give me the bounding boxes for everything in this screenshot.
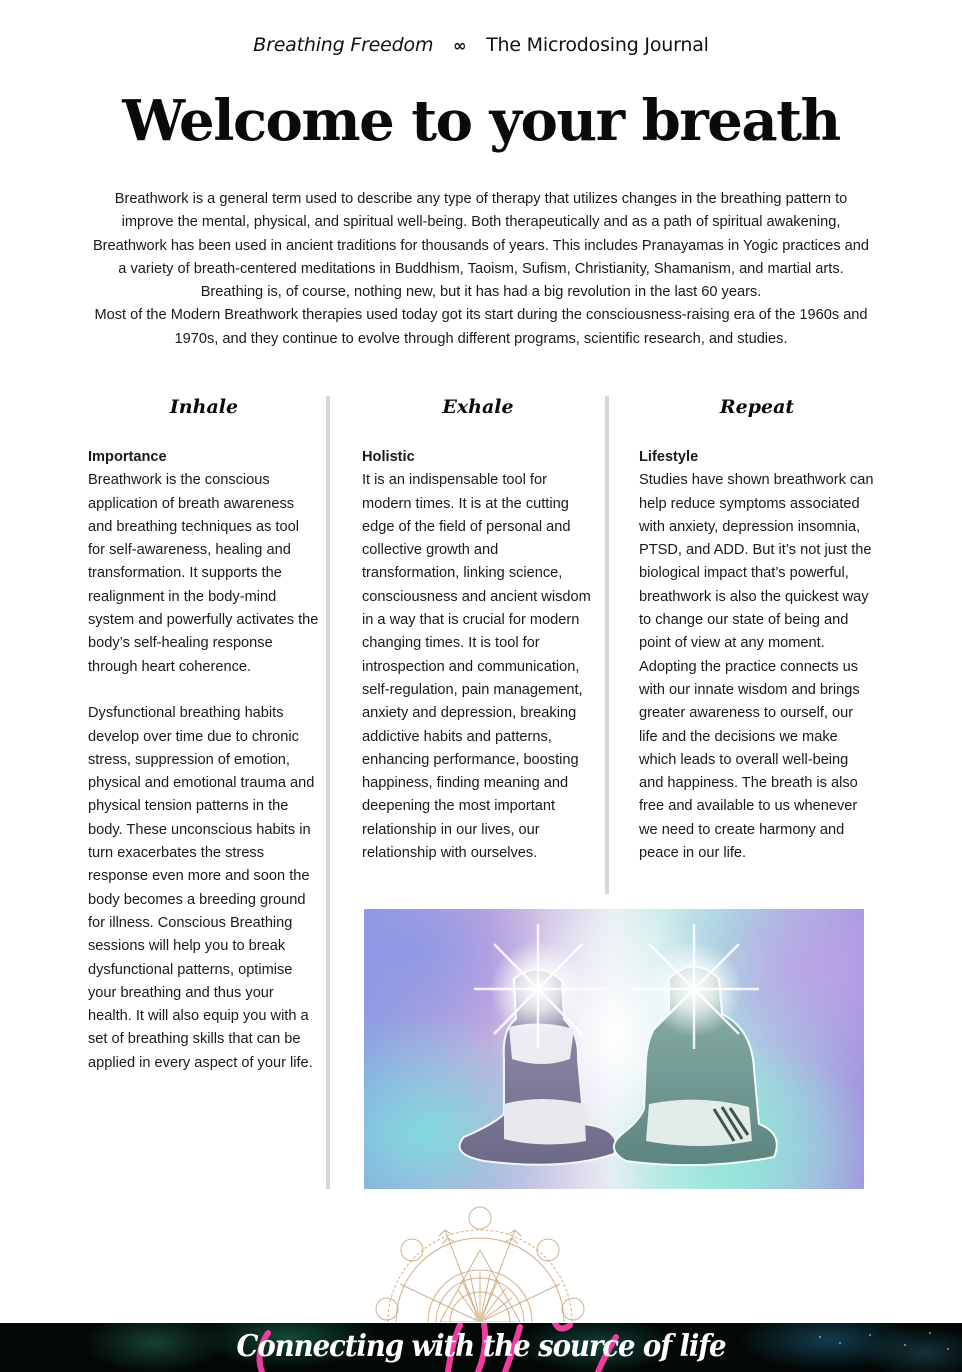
- column-heading: Inhale: [169, 396, 239, 418]
- column-subheading: Holistic: [362, 449, 415, 465]
- brand-name[interactable]: Breathing Freedom: [253, 34, 434, 56]
- column-paragraph: Studies have shown breathwork can help reduce symptoms associated with anxiety, depression insomnia, PTSD, and ADD. But it’s not just the biological impact that’s powerful, breathwork is also the quickest way to change our state of being and point of view at any moment. Adopting the practice connects us with our innate wisdom and brings greater awareness to ourself, our life and the decisions we make which leads to overall well-being and happiness. The breath is also free and available to us whenever we need to create harmony and peace in our life.: [639, 472, 874, 862]
- column-subheading: Lifestyle: [639, 449, 699, 465]
- intro-paragraph: Breathwork is a general term used to describe any type of therapy that utilizes changes in the breathing pattern to improve the mental, physical, and spiritual well-being. Both therapeutically and as a path of spiritual awakening, Breathwork has been used in ancient traditions for thousands of years. This includes Pranayamas in Yogic practices and a variety of breath-centered meditations in Buddhism, Taoism, Sufism, Christianity, Shamanism, and martial arts. Breathing is, of course, nothing new, but it has had a big revolution in the last 60 years.: [92, 191, 870, 301]
- column-divider: [326, 396, 330, 1189]
- journal-name[interactable]: The Microdosing Journal: [486, 34, 709, 56]
- column-exhale: [362, 396, 594, 865]
- column-paragraph: It is an indispensable tool for modern times. It is at the cutting edge of the field of personal and collective growth and transformation, linking science, consciousness and ancient wisdom in a way that is crucial for modern changing times. It is tool for introspection and communication, self-regulation, pain management, anxiety and depression, breaking addictive habits and patterns, enhancing performance, boosting happiness, finding meaning and deepening the most important relationship in our lives, our relationship with ourselves.: [362, 472, 591, 862]
- page-title: Welcome to your breath: [122, 88, 840, 154]
- column-divider: [605, 396, 609, 894]
- meditation-image: [364, 909, 864, 1189]
- site-header: [0, 34, 962, 56]
- celestial-emblem: [370, 1200, 590, 1322]
- meditating-figures-illustration: [364, 909, 864, 1189]
- column-inhale: [88, 396, 320, 1075]
- footer-tagline: Connecting with the source of life: [236, 1329, 726, 1364]
- column-heading: Exhale: [442, 396, 514, 418]
- intro-paragraph: Most of the Modern Breathwork therapies used today got its start during the consciousness-raising era of the 1960s and 1970s, and they continue to evolve through different programs, scientific research, and studies.: [94, 307, 868, 347]
- column-paragraph: Breathwork is the conscious application of breath awareness and breathing techniques as tool for self-awareness, healing and transformation. It supports the realignment in the body-mind system and powerfully activates the body’s self-healing response through heart coherence.: [88, 472, 319, 675]
- column-paragraph: Dysfunctional breathing habits develop over time due to chronic stress, suppression of emotion, physical and emotional trauma and physical tension patterns in the body. These unconscious habits in turn exacerbates the stress response even more and soon the body becomes a breeding ground for illness. Conscious Breathing sessions will help you to break dysfunctional patterns, optimise your breathing and thus your health. It will also equip you with a set of breathing skills that can be applied in every aspect of your life.: [88, 705, 315, 1071]
- left-head-glow: [474, 924, 604, 1049]
- paragraph-gap: [88, 679, 320, 702]
- column-subheading: Importance: [88, 449, 167, 465]
- intro-text: [88, 188, 874, 351]
- infinity-icon: ∞: [453, 36, 467, 55]
- footer-banner: [0, 1323, 962, 1372]
- column-heading: Repeat: [719, 396, 795, 418]
- column-repeat: [639, 396, 875, 865]
